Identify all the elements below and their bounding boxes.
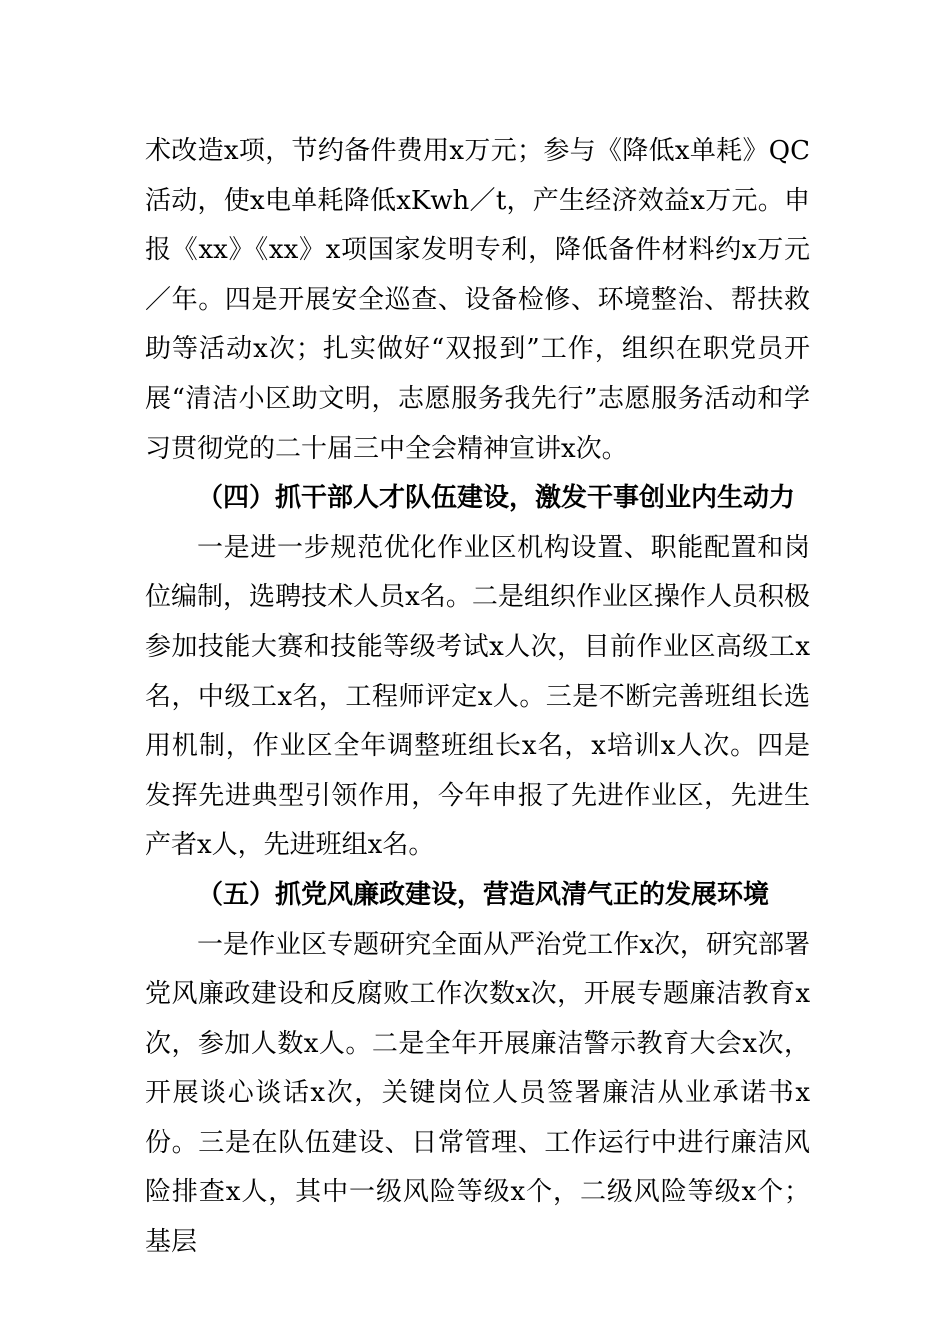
paragraph-section-4: 一是进一步规范优化作业区机构设置、职能配置和岗位编制，选聘技术人员x名。二是组织作业区操作人员积极参加技能大赛和技能等级考试x人次，目前作业区高级工x名，中级工x名，工程师评定x人。三是不断完善班组长选用机制，作业区全年调整班组长x名，x培训x人次。四是发挥先进典型引领作用，今年申报了先进作业区，先进生产者x人，先进班组x名。 xyxy=(145,532,810,861)
paragraph-section-5: 一是作业区专题研究全面从严治党工作x次，研究部署党风廉政建设和反腐败工作次数x次，开展专题廉洁教育x次，参加人数x人。二是全年开展廉洁警示教育大会x次，开展谈心谈话x次，关键岗位人员签署廉洁从业承诺书x份。三是在队伍建设、日常管理、工作运行中进行廉洁风险排查x人，其中一级风险等级x个，二级风险等级x个；基层 xyxy=(145,929,810,1258)
section-heading-4: （四）抓干部人才队伍建设，激发干事创业内生动力 xyxy=(197,483,796,514)
section-heading-5: （五）抓党风廉政建设，营造风清气正的发展环境 xyxy=(197,879,770,910)
paragraph-continuation: 术改造x项，节约备件费用x万元；参与《降低x单耗》QC活动，使x电单耗降低xKwh／t，产生经济效益x万元。申报《xx》《xx》x项国家发明专利，降低备件材料约x万元／年。四是开展安全巡查、设备检修、环境整治、帮扶救助等活动x次；扎实做好“双报到”工作，组织在职党员开展“清洁小区助文明，志愿服务我先行”志愿服务活动和学习贯彻党的二十届三中全会精神宣讲x次。 xyxy=(145,136,810,464)
document-body xyxy=(145,127,810,1268)
